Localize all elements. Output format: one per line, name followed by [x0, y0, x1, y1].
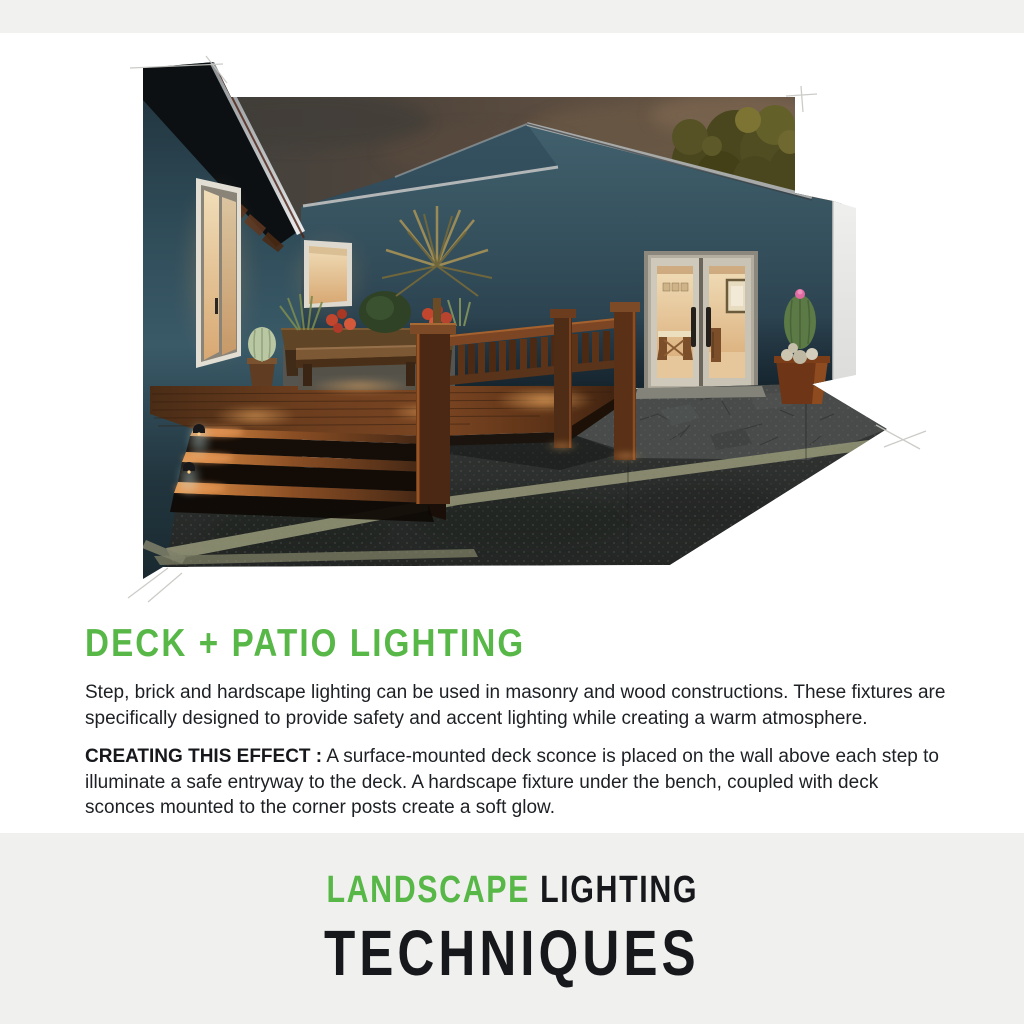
brand-title-line1 [0, 870, 1024, 918]
left-lit-window [178, 172, 258, 372]
brand-title-line2 [0, 917, 1024, 1003]
effect-paragraph [85, 744, 953, 821]
white-wall-panel [833, 201, 856, 382]
newel-post [416, 332, 450, 504]
door-handle-right [706, 307, 711, 347]
intro-paragraph: Step, brick and hardscape lighting can be used in masonry and wood constructions. These fixtures are specifically designed to provide safety and accent lighting while creating a warm atmosphere. [85, 682, 946, 729]
footer-band [0, 833, 1024, 1024]
brand-lighting: LIGHTING [539, 869, 698, 911]
page-title: DECK + PATIO LIGHTING [85, 622, 526, 665]
brand-techniques: TECHNIQUES [324, 917, 700, 989]
content-section [85, 622, 953, 834]
french-doors [644, 251, 758, 388]
effect-label: CREATING THIS EFFECT : [85, 746, 323, 767]
effect-text: A surface-mounted deck sconce is placed on the wall above each step to illuminate a safe entryway to the deck. A hardscape fixture under the bench, coupled with deck sconces mounted to the corner posts create a soft glow. [85, 746, 939, 818]
door-handle [215, 298, 218, 314]
corner-post [614, 310, 636, 460]
hardscape-fixture-glow [308, 377, 412, 395]
small-lit-window [286, 229, 370, 321]
brand-landscape: LANDSCAPE [326, 869, 530, 911]
door-handle-left [691, 307, 696, 347]
door-threshold [634, 386, 766, 399]
